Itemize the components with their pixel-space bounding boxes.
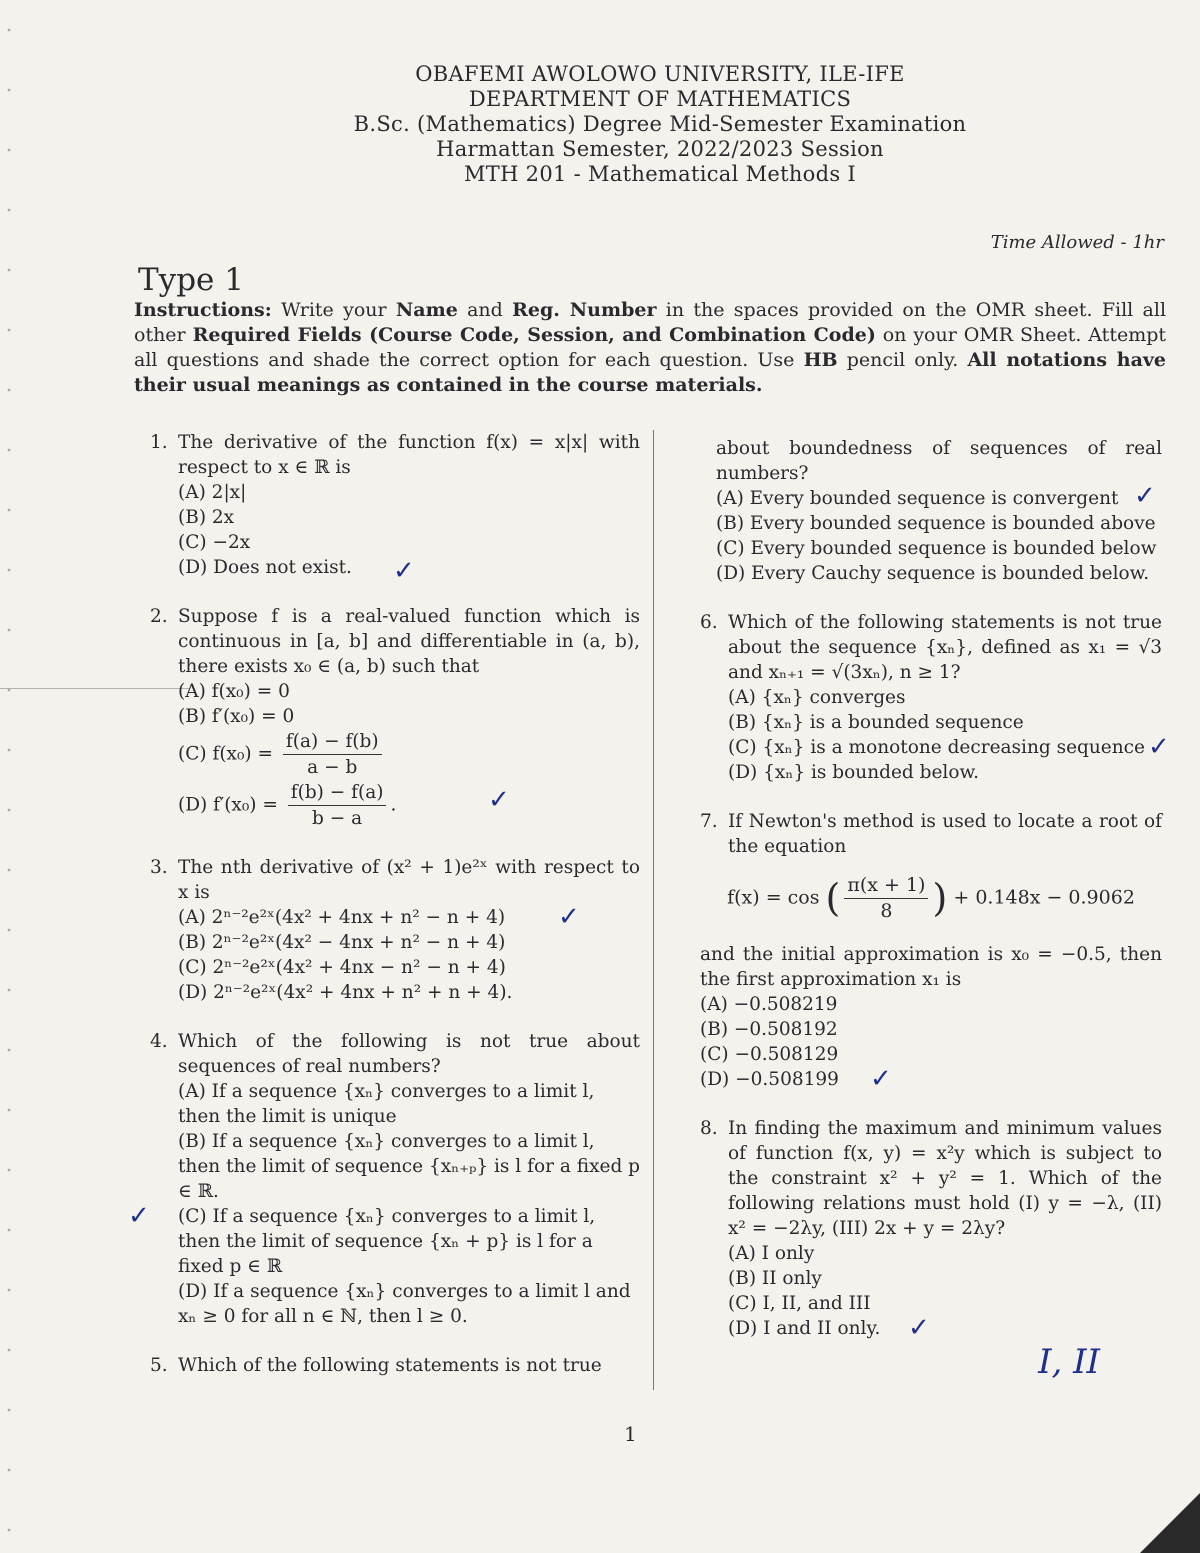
instructions-label: Instructions:	[134, 299, 272, 321]
q1-option-d[interactable]	[178, 555, 640, 586]
q4-option-b[interactable]: (B) If a sequence {xₙ} converges to a limit l, then the limit of sequence {xₙ₊ₚ} is l for a fixed p ∈ ℝ.	[178, 1131, 641, 1202]
q4-number: 4.	[150, 1031, 168, 1052]
q7-equation: f(x) = cos ( $\frac{\pi(x + 1)}{8}$ ) + 0.148x − 0.9062	[727, 874, 1135, 922]
instructions	[134, 298, 1166, 398]
check-mark-icon: ✓	[870, 1064, 892, 1094]
q1-option-a[interactable]: (A) 2|x|	[178, 482, 247, 503]
q2-option-a[interactable]: (A) f(x₀) = 0	[178, 681, 290, 702]
q7-option-d[interactable]	[700, 1064, 1162, 1094]
q7-eq-fraction	[844, 873, 928, 924]
q2-c-fraction	[283, 729, 382, 780]
q1-number: 1.	[150, 432, 168, 453]
q7-option-d-text: (D) −0.508199	[700, 1069, 839, 1090]
paper-type: Type 1	[138, 262, 244, 298]
q2-option-d[interactable]: (D) f′(x₀) = $\frac{f(b) - f(a)}{b - a}$ . ✓	[178, 782, 510, 829]
q5-stem-right: about boundedness of sequences of real numbers?	[716, 438, 1162, 484]
check-mark-icon: ✓	[1148, 732, 1170, 762]
session-line: Harmattan Semester, 2022/2023 Session	[436, 137, 884, 161]
q8-option-a[interactable]: (A) I only	[728, 1243, 815, 1264]
instr-text-1: Write your	[281, 299, 387, 321]
q2-d-fraction	[288, 780, 387, 831]
q5-option-a-text: (A) Every bounded sequence is convergent	[716, 488, 1119, 509]
instr-name: Name	[395, 299, 458, 321]
question-3	[150, 855, 640, 1005]
page-number: 1	[624, 1422, 637, 1446]
q6-option-a[interactable]: (A) {xₙ} converges	[728, 687, 906, 708]
question-6	[700, 610, 1170, 785]
q7-eq-rhs: + 0.148x − 0.9062	[953, 886, 1135, 909]
q3-number: 3.	[150, 857, 168, 878]
q7-stem: If Newton's method is used to locate a root of the equation	[728, 811, 1162, 857]
exam-title: B.Sc. (Mathematics) Degree Mid-Semester Examination	[353, 112, 967, 136]
q8-option-d-text: (D) I and II only.	[728, 1318, 881, 1339]
q7-option-b[interactable]: (B) −0.508192	[700, 1019, 838, 1040]
instr-text-2: and	[467, 299, 503, 321]
right-column	[700, 436, 1170, 1365]
question-1	[150, 430, 640, 586]
q8-option-c[interactable]: (C) I, II, and III	[728, 1293, 871, 1314]
q1-option-b[interactable]: (B) 2x	[178, 507, 235, 528]
left-column	[128, 430, 641, 1402]
check-mark-icon: ✓	[558, 902, 580, 932]
q1-option-d-text: (D) Does not exist.	[178, 557, 352, 578]
question-5-start	[150, 1353, 640, 1378]
q3-stem: The nth derivative of (x² + 1)e²ˣ with respect to x is	[178, 857, 640, 903]
q1-stem: The derivative of the function f(x) = x|x| with respect to x ∈ ℝ is	[178, 432, 640, 478]
question-7	[700, 809, 1162, 1092]
q7-eq-denominator: 8	[880, 900, 893, 922]
q4-option-d[interactable]: (D) If a sequence {xₙ} converges to a limit l and xₙ ≥ 0 for all n ∈ ℕ, then l ≥ 0.	[178, 1281, 631, 1327]
check-mark-icon: ✓	[908, 1313, 930, 1343]
binding-holes	[6, 0, 12, 1553]
check-mark-icon: ✓	[488, 785, 510, 815]
q8-number: 8.	[700, 1118, 718, 1139]
exam-header	[0, 62, 1200, 187]
q4-option-a[interactable]: (A) If a sequence {xₙ} converges to a limit l, then the limit is unique	[178, 1081, 595, 1127]
course-line: MTH 201 - Mathematical Methods I	[463, 162, 857, 186]
q2-stem: Suppose f is a real-valued function which is continuous in [a, b] and differentiable in (a, b), there exists x₀ ∈ (a, b) such that	[178, 606, 640, 677]
time-allowed: Time Allowed - 1hr	[990, 232, 1164, 253]
handwritten-note: I, II	[1038, 1342, 1100, 1382]
q2-option-b[interactable]: (B) f′(x₀) = 0	[178, 706, 295, 727]
question-5-continued	[700, 436, 1162, 586]
q4-stem: Which of the following is not true about sequences of real numbers?	[178, 1031, 640, 1077]
q4-option-c-text: (C) If a sequence {xₙ} converges to a limit l, then the limit of sequence {xₙ + p} is l for a fixed p ∈ ℝ	[178, 1206, 596, 1277]
q3-option-b[interactable]: (B) 2ⁿ⁻²e²ˣ(4x² − 4nx + n² − n + 4)	[178, 932, 506, 953]
q2-number: 2.	[150, 606, 168, 627]
q2-c-denominator: a − b	[307, 757, 358, 778]
q7-option-c[interactable]: (C) −0.508129	[700, 1044, 839, 1065]
page-corner	[1140, 1493, 1200, 1553]
check-mark-icon: ✓	[1134, 481, 1156, 511]
q1-option-c[interactable]: (C) −2x	[178, 532, 251, 553]
q7-eq-lhs: f(x) = cos	[727, 886, 820, 909]
q5-stem-left: Which of the following statements is not true	[178, 1355, 602, 1376]
q2-c-lhs: (C) f(x₀) =	[178, 743, 273, 765]
check-mark-icon: ✓	[393, 556, 415, 586]
q8-option-b[interactable]: (B) II only	[728, 1268, 822, 1289]
instr-text-4: on your OMR Sheet. Attempt all questions and shade the correct option for each question. Use	[134, 324, 1167, 371]
q7-number: 7.	[700, 811, 718, 832]
question-2	[150, 604, 640, 831]
q6-option-c-text: (C) {xₙ} is a monotone decreasing sequence	[728, 737, 1145, 758]
q4-option-c[interactable]	[128, 1201, 640, 1279]
q5-option-b[interactable]: (B) Every bounded sequence is bounded above	[716, 513, 1156, 534]
q3-option-a-text: (A) 2ⁿ⁻²e²ˣ(4x² + 4nx + n² − n + 4)	[178, 907, 506, 928]
check-mark-icon: ✓	[128, 1201, 150, 1231]
q5-number: 5.	[150, 1355, 168, 1376]
q6-stem: Which of the following statements is not true about the sequence {xₙ}, defined as x₁ = √3 and xₙ₊₁ = √(3xₙ), n ≥ 1?	[728, 612, 1162, 683]
q3-option-d[interactable]: (D) 2ⁿ⁻²e²ˣ(4x² + 4nx + n² + n + 4).	[178, 982, 513, 1003]
instr-text-5: pencil only.	[846, 349, 959, 371]
instr-hb: HB	[803, 349, 838, 371]
q8-option-d[interactable]	[728, 1313, 1162, 1343]
q3-option-c[interactable]: (C) 2ⁿ⁻²e²ˣ(4x² + 4nx − n² − n + 4)	[178, 957, 506, 978]
university-name: OBAFEMI AWOLOWO UNIVERSITY, ILE-IFE	[415, 62, 905, 86]
q2-d-lhs: (D) f′(x₀) =	[178, 794, 278, 816]
q7-eq-numerator: π(x + 1)	[844, 873, 928, 899]
q2-c-numerator: f(a) − f(b)	[283, 729, 382, 755]
q6-option-d[interactable]: (D) {xₙ} is bounded below.	[728, 762, 979, 783]
instr-reg: Reg. Number	[512, 299, 657, 321]
q5-option-a[interactable]	[716, 481, 1162, 511]
instr-text-3: in the spaces provided on the OMR sheet. Fill all other	[134, 299, 1167, 346]
question-8	[700, 1116, 1162, 1341]
q5-option-d[interactable]: (D) Every Cauchy sequence is bounded below.	[716, 563, 1150, 584]
q2-d-numerator: f(b) − f(a)	[288, 780, 387, 806]
column-divider	[653, 430, 654, 1390]
q3-option-a[interactable]	[178, 902, 640, 932]
q6-option-b[interactable]: (B) {xₙ} is a bounded sequence	[728, 712, 1024, 733]
q2-option-c[interactable]	[178, 729, 640, 780]
q7-followup: and the initial approximation is x₀ = −0.5, then the first approximation x₁ is	[700, 944, 1162, 990]
department-name: DEPARTMENT OF MATHEMATICS	[468, 87, 852, 111]
question-4	[128, 1029, 641, 1329]
instr-all: All notations have their usual meanings as contained in the course materials.	[134, 349, 1167, 396]
q6-number: 6.	[700, 612, 718, 633]
q6-option-c[interactable]	[728, 732, 1170, 762]
q7-option-a[interactable]: (A) −0.508219	[700, 994, 838, 1015]
instr-required: Required Fields (Course Code, Session, and Combination Code)	[192, 324, 876, 346]
q8-stem: In finding the maximum and minimum values of function f(x, y) = x²y which is subject to the constraint x² + y² = 1. Which of the following relations must hold (I) y = −λ, (II) x² = −2λy, (III) 2x + y = 2λy?	[728, 1118, 1162, 1239]
q2-d-denominator: b − a	[312, 808, 363, 829]
q5-option-c[interactable]: (C) Every bounded sequence is bounded below	[716, 538, 1157, 559]
